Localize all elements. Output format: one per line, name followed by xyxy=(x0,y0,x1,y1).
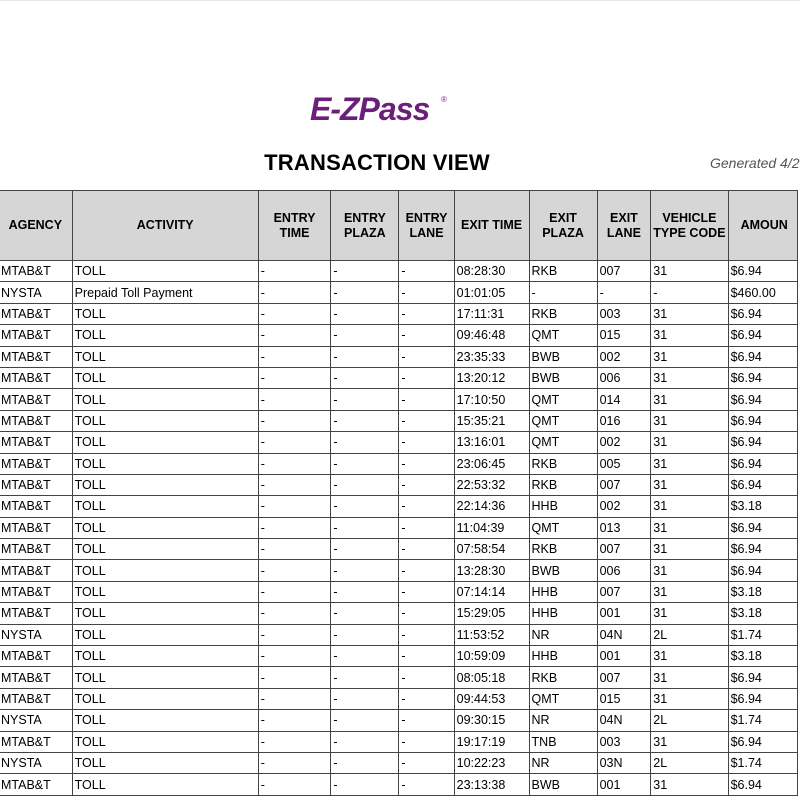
table-row xyxy=(0,303,798,324)
cell-exit-lane: 002 xyxy=(597,346,651,367)
table-row xyxy=(0,731,798,752)
cell-activity: TOLL xyxy=(72,688,258,709)
cell-exit-time: 19:17:19 xyxy=(454,731,529,752)
cell-amount: $6.94 xyxy=(728,367,797,388)
cell-exit-lane: 016 xyxy=(597,410,651,431)
cell-exit-time: 09:46:48 xyxy=(454,325,529,346)
cell-agency: MTAB&T xyxy=(0,581,72,602)
cell-exit-lane: 005 xyxy=(597,453,651,474)
cell-entry-time: - xyxy=(258,432,331,453)
cell-vehicle-type-code: 31 xyxy=(651,581,728,602)
cell-exit-time: 07:14:14 xyxy=(454,581,529,602)
cell-entry-time: - xyxy=(258,710,331,731)
cell-entry-time: - xyxy=(258,688,331,709)
cell-activity: TOLL xyxy=(72,560,258,581)
cell-vehicle-type-code: 2L xyxy=(651,752,728,773)
cell-amount: $6.94 xyxy=(728,517,797,538)
cell-exit-lane: 04N xyxy=(597,710,651,731)
header-row xyxy=(0,191,798,261)
cell-entry-time: - xyxy=(258,667,331,688)
cell-entry-time: - xyxy=(258,603,331,624)
cell-entry-plaza: - xyxy=(331,624,399,645)
cell-activity: TOLL xyxy=(72,367,258,388)
cell-entry-lane: - xyxy=(399,581,454,602)
cell-vehicle-type-code: 31 xyxy=(651,667,728,688)
table-header xyxy=(0,191,798,261)
table-row xyxy=(0,667,798,688)
cell-entry-time: - xyxy=(258,453,331,474)
cell-exit-time: 11:04:39 xyxy=(454,517,529,538)
cell-exit-lane: 001 xyxy=(597,603,651,624)
cell-entry-plaza: - xyxy=(331,539,399,560)
cell-vehicle-type-code: 31 xyxy=(651,496,728,517)
cell-amount: $3.18 xyxy=(728,496,797,517)
cell-entry-lane: - xyxy=(399,774,454,795)
cell-entry-time: - xyxy=(258,774,331,795)
cell-agency: MTAB&T xyxy=(0,774,72,795)
cell-entry-time: - xyxy=(258,517,331,538)
cell-exit-plaza: BWB xyxy=(529,346,597,367)
cell-entry-plaza: - xyxy=(331,688,399,709)
cell-entry-lane: - xyxy=(399,261,454,282)
cell-amount: $460.00 xyxy=(728,282,797,303)
cell-exit-time: 10:22:23 xyxy=(454,752,529,773)
cell-activity: TOLL xyxy=(72,731,258,752)
cell-activity: TOLL xyxy=(72,474,258,495)
cell-exit-plaza: QMT xyxy=(529,325,597,346)
cell-entry-time: - xyxy=(258,389,331,410)
cell-vehicle-type-code: 31 xyxy=(651,389,728,410)
cell-vehicle-type-code: 31 xyxy=(651,774,728,795)
table-row xyxy=(0,646,798,667)
cell-entry-plaza: - xyxy=(331,581,399,602)
cell-amount: $6.94 xyxy=(728,731,797,752)
cell-agency: NYSTA xyxy=(0,752,72,773)
cell-vehicle-type-code: - xyxy=(651,282,728,303)
cell-exit-lane: 002 xyxy=(597,432,651,453)
cell-exit-plaza: RKB xyxy=(529,303,597,324)
cell-exit-lane: 04N xyxy=(597,624,651,645)
cell-activity: TOLL xyxy=(72,346,258,367)
cell-agency: NYSTA xyxy=(0,710,72,731)
cell-activity: TOLL xyxy=(72,603,258,624)
cell-entry-lane: - xyxy=(399,624,454,645)
cell-exit-time: 23:13:38 xyxy=(454,774,529,795)
cell-entry-lane: - xyxy=(399,752,454,773)
cell-exit-time: 09:44:53 xyxy=(454,688,529,709)
cell-amount: $6.94 xyxy=(728,410,797,431)
cell-agency: MTAB&T xyxy=(0,539,72,560)
cell-exit-time: 13:28:30 xyxy=(454,560,529,581)
cell-agency: MTAB&T xyxy=(0,474,72,495)
table-row xyxy=(0,496,798,517)
cell-exit-time: 08:28:30 xyxy=(454,261,529,282)
cell-activity: TOLL xyxy=(72,261,258,282)
cell-entry-plaza: - xyxy=(331,282,399,303)
table-row xyxy=(0,752,798,773)
page-top-border xyxy=(0,0,800,1)
cell-amount: $6.94 xyxy=(728,325,797,346)
cell-entry-time: - xyxy=(258,325,331,346)
cell-agency: MTAB&T xyxy=(0,667,72,688)
table-row xyxy=(0,367,798,388)
cell-vehicle-type-code: 31 xyxy=(651,453,728,474)
cell-entry-plaza: - xyxy=(331,346,399,367)
cell-vehicle-type-code: 31 xyxy=(651,539,728,560)
cell-activity: TOLL xyxy=(72,303,258,324)
cell-agency: NYSTA xyxy=(0,282,72,303)
cell-exit-plaza: QMT xyxy=(529,688,597,709)
cell-exit-plaza: BWB xyxy=(529,367,597,388)
cell-vehicle-type-code: 31 xyxy=(651,517,728,538)
cell-vehicle-type-code: 31 xyxy=(651,432,728,453)
cell-entry-plaza: - xyxy=(331,667,399,688)
cell-exit-lane: 007 xyxy=(597,667,651,688)
cell-agency: MTAB&T xyxy=(0,731,72,752)
cell-exit-plaza: NR xyxy=(529,624,597,645)
cell-amount: $1.74 xyxy=(728,624,797,645)
cell-entry-time: - xyxy=(258,474,331,495)
cell-exit-lane: 003 xyxy=(597,731,651,752)
cell-entry-lane: - xyxy=(399,474,454,495)
cell-entry-plaza: - xyxy=(331,603,399,624)
table-row xyxy=(0,560,798,581)
cell-entry-plaza: - xyxy=(331,453,399,474)
cell-vehicle-type-code: 31 xyxy=(651,731,728,752)
cell-entry-lane: - xyxy=(399,367,454,388)
cell-exit-time: 13:16:01 xyxy=(454,432,529,453)
cell-agency: MTAB&T xyxy=(0,303,72,324)
column-header-entry-lane: ENTRY LANE xyxy=(399,191,454,261)
cell-activity: TOLL xyxy=(72,581,258,602)
cell-vehicle-type-code: 31 xyxy=(651,303,728,324)
column-header-exit-time: EXIT TIME xyxy=(454,191,529,261)
cell-entry-time: - xyxy=(258,261,331,282)
cell-exit-lane: 014 xyxy=(597,389,651,410)
cell-entry-time: - xyxy=(258,560,331,581)
cell-exit-time: 01:01:05 xyxy=(454,282,529,303)
table-row xyxy=(0,603,798,624)
cell-exit-time: 13:20:12 xyxy=(454,367,529,388)
cell-entry-lane: - xyxy=(399,432,454,453)
table-row xyxy=(0,581,798,602)
table-row xyxy=(0,346,798,367)
cell-activity: TOLL xyxy=(72,325,258,346)
cell-entry-lane: - xyxy=(399,496,454,517)
cell-exit-plaza: NR xyxy=(529,710,597,731)
cell-activity: TOLL xyxy=(72,624,258,645)
cell-exit-plaza: RKB xyxy=(529,539,597,560)
cell-activity: TOLL xyxy=(72,517,258,538)
cell-amount: $6.94 xyxy=(728,346,797,367)
cell-amount: $6.94 xyxy=(728,667,797,688)
cell-vehicle-type-code: 31 xyxy=(651,346,728,367)
cell-vehicle-type-code: 2L xyxy=(651,710,728,731)
cell-amount: $6.94 xyxy=(728,474,797,495)
cell-exit-plaza: HHB xyxy=(529,496,597,517)
cell-activity: TOLL xyxy=(72,774,258,795)
cell-exit-plaza: BWB xyxy=(529,560,597,581)
table-row xyxy=(0,539,798,560)
cell-entry-lane: - xyxy=(399,453,454,474)
cell-vehicle-type-code: 2L xyxy=(651,624,728,645)
table-row xyxy=(0,688,798,709)
cell-entry-lane: - xyxy=(399,539,454,560)
cell-entry-plaza: - xyxy=(331,731,399,752)
cell-entry-plaza: - xyxy=(331,474,399,495)
cell-exit-lane: 007 xyxy=(597,261,651,282)
cell-entry-time: - xyxy=(258,346,331,367)
transaction-table xyxy=(0,190,798,796)
cell-exit-lane: 007 xyxy=(597,581,651,602)
cell-agency: MTAB&T xyxy=(0,325,72,346)
cell-exit-lane: 013 xyxy=(597,517,651,538)
cell-exit-plaza: QMT xyxy=(529,517,597,538)
cell-entry-plaza: - xyxy=(331,367,399,388)
cell-exit-plaza: QMT xyxy=(529,410,597,431)
cell-exit-plaza: NR xyxy=(529,752,597,773)
cell-amount: $6.94 xyxy=(728,261,797,282)
column-header-entry-time: ENTRY TIME xyxy=(258,191,331,261)
table-row xyxy=(0,453,798,474)
cell-exit-lane: 001 xyxy=(597,774,651,795)
cell-entry-lane: - xyxy=(399,303,454,324)
cell-vehicle-type-code: 31 xyxy=(651,367,728,388)
cell-agency: MTAB&T xyxy=(0,432,72,453)
column-header-amount: AMOUN xyxy=(728,191,797,261)
cell-amount: $3.18 xyxy=(728,581,797,602)
cell-agency: MTAB&T xyxy=(0,603,72,624)
cell-entry-time: - xyxy=(258,303,331,324)
table-row xyxy=(0,774,798,795)
cell-exit-time: 07:58:54 xyxy=(454,539,529,560)
cell-entry-plaza: - xyxy=(331,432,399,453)
cell-exit-plaza: HHB xyxy=(529,646,597,667)
cell-entry-lane: - xyxy=(399,346,454,367)
table-row xyxy=(0,710,798,731)
cell-activity: TOLL xyxy=(72,432,258,453)
cell-exit-lane: 007 xyxy=(597,474,651,495)
cell-activity: TOLL xyxy=(72,752,258,773)
cell-exit-time: 09:30:15 xyxy=(454,710,529,731)
cell-amount: $6.94 xyxy=(728,432,797,453)
cell-entry-plaza: - xyxy=(331,752,399,773)
cell-entry-time: - xyxy=(258,496,331,517)
table-row xyxy=(0,282,798,303)
cell-agency: MTAB&T xyxy=(0,346,72,367)
cell-exit-plaza: RKB xyxy=(529,261,597,282)
cell-exit-lane: 002 xyxy=(597,496,651,517)
table-row xyxy=(0,517,798,538)
cell-entry-time: - xyxy=(258,646,331,667)
cell-entry-plaza: - xyxy=(331,710,399,731)
cell-agency: MTAB&T xyxy=(0,389,72,410)
cell-vehicle-type-code: 31 xyxy=(651,646,728,667)
cell-entry-time: - xyxy=(258,539,331,560)
registered-mark-icon: ® xyxy=(441,95,447,104)
page-title: TRANSACTION VIEW xyxy=(264,150,490,175)
cell-entry-plaza: - xyxy=(331,517,399,538)
cell-agency: NYSTA xyxy=(0,624,72,645)
cell-amount: $1.74 xyxy=(728,752,797,773)
cell-entry-plaza: - xyxy=(331,496,399,517)
cell-activity: TOLL xyxy=(72,710,258,731)
cell-amount: $6.94 xyxy=(728,453,797,474)
cell-exit-time: 15:29:05 xyxy=(454,603,529,624)
cell-activity: TOLL xyxy=(72,389,258,410)
cell-agency: MTAB&T xyxy=(0,560,72,581)
cell-agency: MTAB&T xyxy=(0,410,72,431)
cell-activity: TOLL xyxy=(72,496,258,517)
cell-vehicle-type-code: 31 xyxy=(651,603,728,624)
cell-entry-lane: - xyxy=(399,389,454,410)
cell-exit-time: 17:10:50 xyxy=(454,389,529,410)
cell-entry-time: - xyxy=(258,581,331,602)
column-header-exit-plaza: EXIT PLAZA xyxy=(529,191,597,261)
table-row xyxy=(0,261,798,282)
cell-entry-lane: - xyxy=(399,603,454,624)
table-body xyxy=(0,261,798,796)
cell-entry-plaza: - xyxy=(331,303,399,324)
cell-exit-plaza: HHB xyxy=(529,603,597,624)
cell-agency: MTAB&T xyxy=(0,496,72,517)
cell-activity: TOLL xyxy=(72,646,258,667)
cell-exit-plaza: BWB xyxy=(529,774,597,795)
column-header-exit-lane: EXIT LANE xyxy=(597,191,651,261)
cell-amount: $3.18 xyxy=(728,646,797,667)
column-header-activity: ACTIVITY xyxy=(72,191,258,261)
cell-exit-time: 22:53:32 xyxy=(454,474,529,495)
cell-amount: $3.18 xyxy=(728,603,797,624)
cell-exit-lane: 003 xyxy=(597,303,651,324)
cell-amount: $1.74 xyxy=(728,710,797,731)
cell-entry-plaza: - xyxy=(331,261,399,282)
ezpass-logo xyxy=(310,90,450,128)
cell-activity: Prepaid Toll Payment xyxy=(72,282,258,303)
cell-exit-plaza: RKB xyxy=(529,453,597,474)
table-row xyxy=(0,389,798,410)
cell-entry-plaza: - xyxy=(331,646,399,667)
cell-vehicle-type-code: 31 xyxy=(651,410,728,431)
cell-entry-lane: - xyxy=(399,325,454,346)
cell-exit-time: 23:06:45 xyxy=(454,453,529,474)
cell-entry-time: - xyxy=(258,410,331,431)
cell-vehicle-type-code: 31 xyxy=(651,261,728,282)
cell-amount: $6.94 xyxy=(728,688,797,709)
cell-exit-lane: 001 xyxy=(597,646,651,667)
cell-exit-lane: 03N xyxy=(597,752,651,773)
cell-activity: TOLL xyxy=(72,410,258,431)
cell-entry-lane: - xyxy=(399,646,454,667)
cell-exit-time: 10:59:09 xyxy=(454,646,529,667)
cell-exit-lane: 015 xyxy=(597,325,651,346)
cell-agency: MTAB&T xyxy=(0,261,72,282)
cell-vehicle-type-code: 31 xyxy=(651,325,728,346)
cell-amount: $6.94 xyxy=(728,774,797,795)
table-row xyxy=(0,474,798,495)
cell-amount: $6.94 xyxy=(728,560,797,581)
table-row xyxy=(0,624,798,645)
cell-exit-time: 23:35:33 xyxy=(454,346,529,367)
ezpass-logo-text: E-ZPass xyxy=(310,91,430,127)
cell-entry-time: - xyxy=(258,731,331,752)
column-header-entry-plaza: ENTRY PLAZA xyxy=(331,191,399,261)
cell-vehicle-type-code: 31 xyxy=(651,560,728,581)
cell-exit-plaza: RKB xyxy=(529,667,597,688)
cell-entry-lane: - xyxy=(399,688,454,709)
cell-amount: $6.94 xyxy=(728,539,797,560)
cell-exit-lane: 006 xyxy=(597,367,651,388)
cell-entry-time: - xyxy=(258,367,331,388)
cell-agency: MTAB&T xyxy=(0,367,72,388)
cell-entry-plaza: - xyxy=(331,560,399,581)
cell-exit-time: 22:14:36 xyxy=(454,496,529,517)
cell-vehicle-type-code: 31 xyxy=(651,474,728,495)
cell-agency: MTAB&T xyxy=(0,688,72,709)
cell-exit-plaza: - xyxy=(529,282,597,303)
cell-entry-time: - xyxy=(258,752,331,773)
cell-exit-plaza: QMT xyxy=(529,432,597,453)
cell-entry-plaza: - xyxy=(331,410,399,431)
cell-exit-time: 15:35:21 xyxy=(454,410,529,431)
cell-exit-lane: - xyxy=(597,282,651,303)
cell-entry-plaza: - xyxy=(331,774,399,795)
cell-entry-lane: - xyxy=(399,731,454,752)
cell-exit-time: 17:11:31 xyxy=(454,303,529,324)
cell-exit-plaza: RKB xyxy=(529,474,597,495)
cell-agency: MTAB&T xyxy=(0,517,72,538)
cell-exit-plaza: QMT xyxy=(529,389,597,410)
generated-timestamp: Generated 4/2 xyxy=(710,155,800,171)
cell-activity: TOLL xyxy=(72,453,258,474)
cell-agency: MTAB&T xyxy=(0,646,72,667)
cell-amount: $6.94 xyxy=(728,389,797,410)
cell-exit-time: 11:53:52 xyxy=(454,624,529,645)
cell-activity: TOLL xyxy=(72,539,258,560)
cell-entry-lane: - xyxy=(399,710,454,731)
cell-agency: MTAB&T xyxy=(0,453,72,474)
cell-exit-time: 08:05:18 xyxy=(454,667,529,688)
cell-entry-lane: - xyxy=(399,517,454,538)
cell-exit-lane: 015 xyxy=(597,688,651,709)
cell-entry-plaza: - xyxy=(331,325,399,346)
cell-entry-lane: - xyxy=(399,560,454,581)
cell-amount: $6.94 xyxy=(728,303,797,324)
cell-entry-time: - xyxy=(258,282,331,303)
cell-exit-lane: 007 xyxy=(597,539,651,560)
cell-exit-plaza: HHB xyxy=(529,581,597,602)
cell-activity: TOLL xyxy=(72,667,258,688)
cell-entry-lane: - xyxy=(399,410,454,431)
table-row xyxy=(0,410,798,431)
cell-vehicle-type-code: 31 xyxy=(651,688,728,709)
column-header-agency: AGENCY xyxy=(0,191,72,261)
cell-entry-lane: - xyxy=(399,667,454,688)
cell-entry-lane: - xyxy=(399,282,454,303)
table-row xyxy=(0,432,798,453)
cell-entry-plaza: - xyxy=(331,389,399,410)
table-row xyxy=(0,325,798,346)
cell-exit-plaza: TNB xyxy=(529,731,597,752)
column-header-vehicle-type-code: VEHICLE TYPE CODE xyxy=(651,191,728,261)
cell-entry-time: - xyxy=(258,624,331,645)
cell-exit-lane: 006 xyxy=(597,560,651,581)
